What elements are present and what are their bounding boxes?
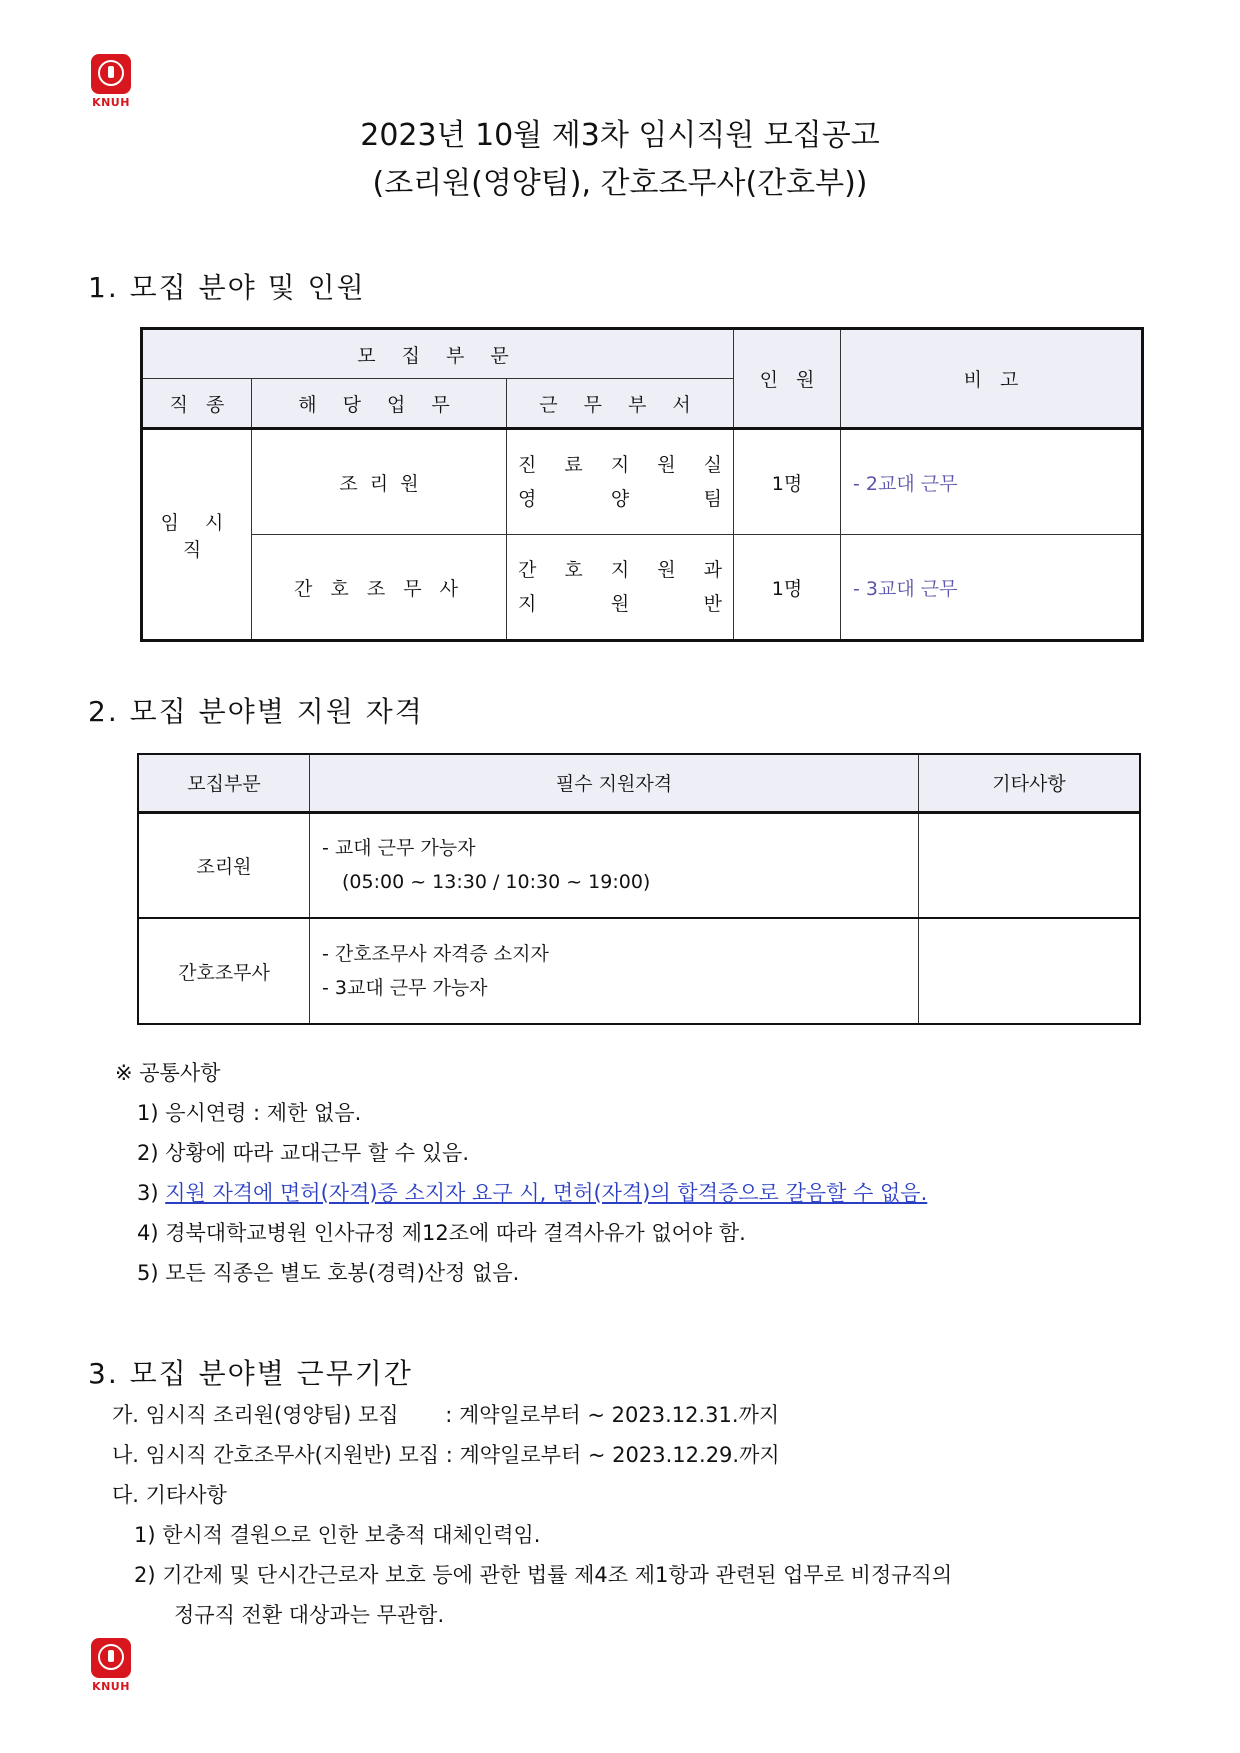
- knuh-logo-icon: [91, 54, 131, 94]
- job-type-cell: 임 시 직: [142, 429, 252, 641]
- common-notes: [115, 1053, 927, 1293]
- section3-heading: 3. 모집 분야별 근무기간: [88, 1357, 413, 1390]
- etc-cell: [919, 812, 1141, 918]
- page-title: [0, 112, 1240, 208]
- license-note-link[interactable]: 지원 자격에 면허(자격)증 소지자 요구 시, 면허(자격)의 합격증으로 갈음할 수 없음.: [165, 1181, 928, 1205]
- title-line1: 2023년 10월 제3차 임시직원 모집공고: [360, 118, 880, 153]
- other-item: 2) 기간제 및 단시간근로자 보호 등에 관한 법률 제4조 제1항과 관련된 업무로 비정규직의: [134, 1563, 953, 1587]
- other-item: 1) 한시적 결원으로 인한 보충적 대체인력임.: [134, 1523, 541, 1547]
- header-field: 모집부문: [138, 754, 310, 812]
- section1-heading: 1. 모집 분야 및 인원: [88, 271, 366, 304]
- remark-cell: - 2교대 근무: [841, 429, 1143, 535]
- header-requirement: 필수 지원자격: [310, 754, 919, 812]
- remark-cell: - 3교대 근무: [841, 535, 1143, 641]
- requirement-cell: - 교대 근무 가능자 (05:00 ~ 13:30 / 10:30 ~ 19:00): [310, 812, 919, 918]
- common-item: 5) 모든 직종은 별도 호봉(경력)산정 없음.: [137, 1261, 520, 1285]
- common-heading: ※ 공통사항: [115, 1061, 221, 1085]
- duty-cell: 간 호 조 무 사: [252, 535, 507, 641]
- other-item-cont: 정규직 전환 대상과는 무관함.: [174, 1603, 445, 1627]
- logo-text: KNUH: [92, 96, 130, 109]
- logo-text: KNUH: [92, 1680, 130, 1693]
- common-item: 2) 상황에 따라 교대근무 할 수 있음.: [137, 1141, 469, 1165]
- qualification-table: [137, 753, 1141, 1025]
- header-etc: 기타사항: [919, 754, 1141, 812]
- dept-cell: 진 료 지 원 실 영 양 팀: [507, 429, 734, 535]
- field-cell: 조리원: [138, 812, 310, 918]
- etc-cell: [919, 918, 1141, 1024]
- header-count: 인 원: [734, 329, 841, 429]
- title-line2: (조리원(영양팀), 간호조무사(간호부)): [372, 166, 868, 201]
- field-cell: 간호조무사: [138, 918, 310, 1024]
- table-row: [138, 812, 1140, 918]
- header-group: 모 집 부 문: [142, 329, 734, 379]
- knuh-logo-bottom: [90, 1638, 132, 1693]
- duty-cell: 조 리 원: [252, 429, 507, 535]
- work-period: [112, 1395, 952, 1635]
- table-row: [142, 535, 1143, 641]
- count-cell: 1명: [734, 535, 841, 641]
- period-item: 나. 임시직 간호조무사(지원반) 모집 : 계약일로부터 ~ 2023.12.29.까지: [112, 1443, 780, 1467]
- common-item: 4) 경북대학교병원 인사규정 제12조에 따라 결격사유가 없어야 함.: [137, 1221, 746, 1245]
- header-dept: 근 무 부 서: [507, 379, 734, 429]
- period-item: 다. 기타사항: [112, 1483, 227, 1507]
- table-row: [138, 918, 1140, 1024]
- section2-heading: 2. 모집 분야별 지원 자격: [88, 695, 424, 728]
- common-item: 1) 응시연령 : 제한 없음.: [137, 1101, 362, 1125]
- knuh-logo-icon: [91, 1638, 131, 1678]
- table-row: [142, 429, 1143, 535]
- header-remark: 비 고: [841, 329, 1143, 429]
- header-job-type: 직 종: [142, 379, 252, 429]
- dept-cell: 간 호 지 원 과 지 원 반: [507, 535, 734, 641]
- common-item: 3) 지원 자격에 면허(자격)증 소지자 요구 시, 면허(자격)의 합격증으로 갈음할 수 없음.: [137, 1181, 928, 1205]
- count-cell: 1명: [734, 429, 841, 535]
- period-item: 가. 임시직 조리원(영양팀) 모집 : 계약일로부터 ~ 2023.12.31.까지: [112, 1403, 780, 1427]
- header-duty: 해 당 업 무: [252, 379, 507, 429]
- recruitment-table: [140, 327, 1144, 642]
- requirement-cell: - 간호조무사 자격증 소지자 - 3교대 근무 가능자: [310, 918, 919, 1024]
- knuh-logo-top: [90, 54, 132, 109]
